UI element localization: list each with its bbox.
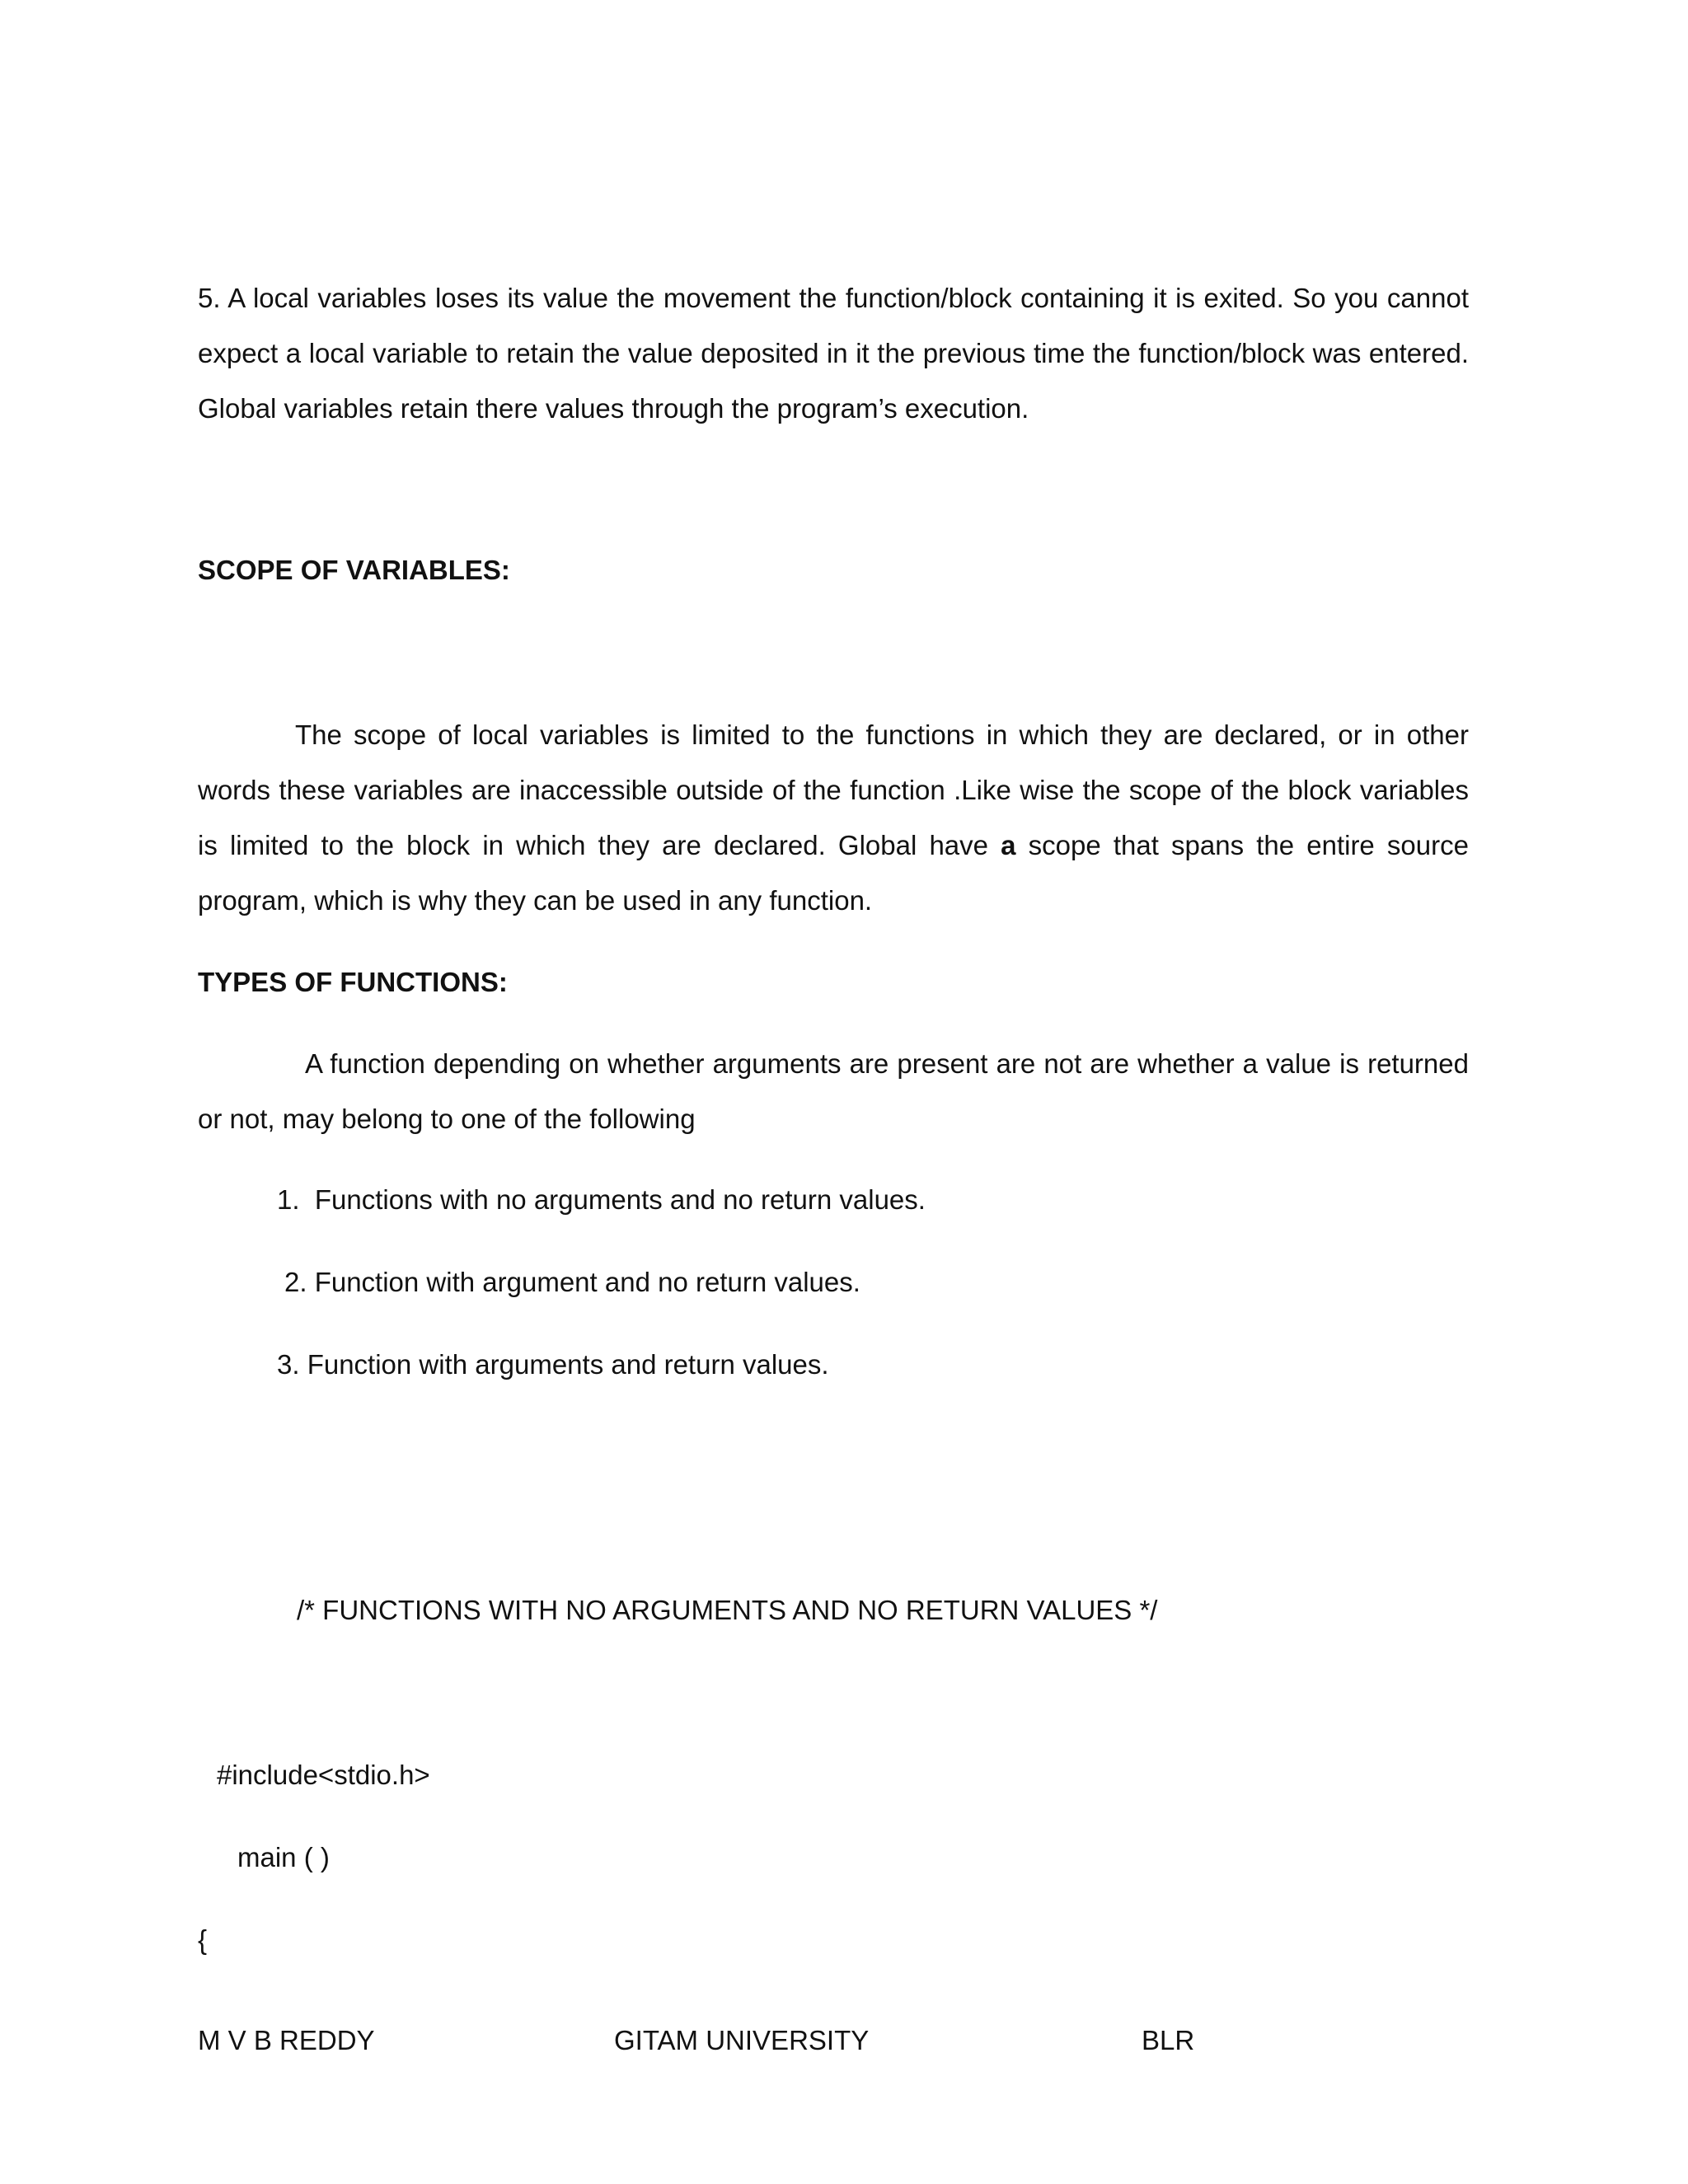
- heading-scope-of-variables: SCOPE OF VARIABLES:: [198, 555, 510, 585]
- code-main-line: main ( ): [237, 1842, 330, 1872]
- heading-types-of-functions: TYPES OF FUNCTIONS:: [198, 967, 508, 997]
- list-item-function-type-2: 2. Function with argument and no return values.: [284, 1267, 860, 1297]
- footer-institution: GITAM UNIVERSITY: [614, 2025, 870, 2055]
- footer-location: BLR: [1142, 2025, 1195, 2055]
- code-comment-heading: /* FUNCTIONS WITH NO ARGUMENTS AND NO RETURN VALUES */: [297, 1595, 1158, 1625]
- paragraph-types-intro: A function depending on whether arguments are present are not are whether a value is returned or not, may belong to one of the following: [198, 1048, 1469, 1134]
- scope-text-part-2: scope that spans the entire source program, which is why they can be used in any function.: [198, 830, 1469, 916]
- scope-text-part-1: The scope of local variables is limited to the functions in which they are declared, or in other words these variables are inaccessible outside of the function .Like wise the scope of the block variables is limited to the block in which they are declared. Global have: [198, 719, 1469, 860]
- code-include-line: #include<stdio.h>: [217, 1760, 430, 1790]
- list-item-function-type-3: 3. Function with arguments and return values.: [277, 1349, 829, 1380]
- footer-author: M V B REDDY: [198, 2025, 375, 2055]
- paragraph-local-variable-lifetime: 5. A local variables loses its value the movement the function/block containing it is exited. So you cannot expect a local variable to retain the value deposited in it the previous time the function/block was entered. Global variables retain there values through the program’s execution.: [198, 283, 1469, 424]
- paragraph-scope-of-variables: [198, 707, 1469, 928]
- list-item-function-type-1: 1. Functions with no arguments and no return values.: [277, 1184, 926, 1215]
- code-open-brace: {: [198, 1924, 208, 1955]
- scope-text-bold: a: [1001, 830, 1016, 860]
